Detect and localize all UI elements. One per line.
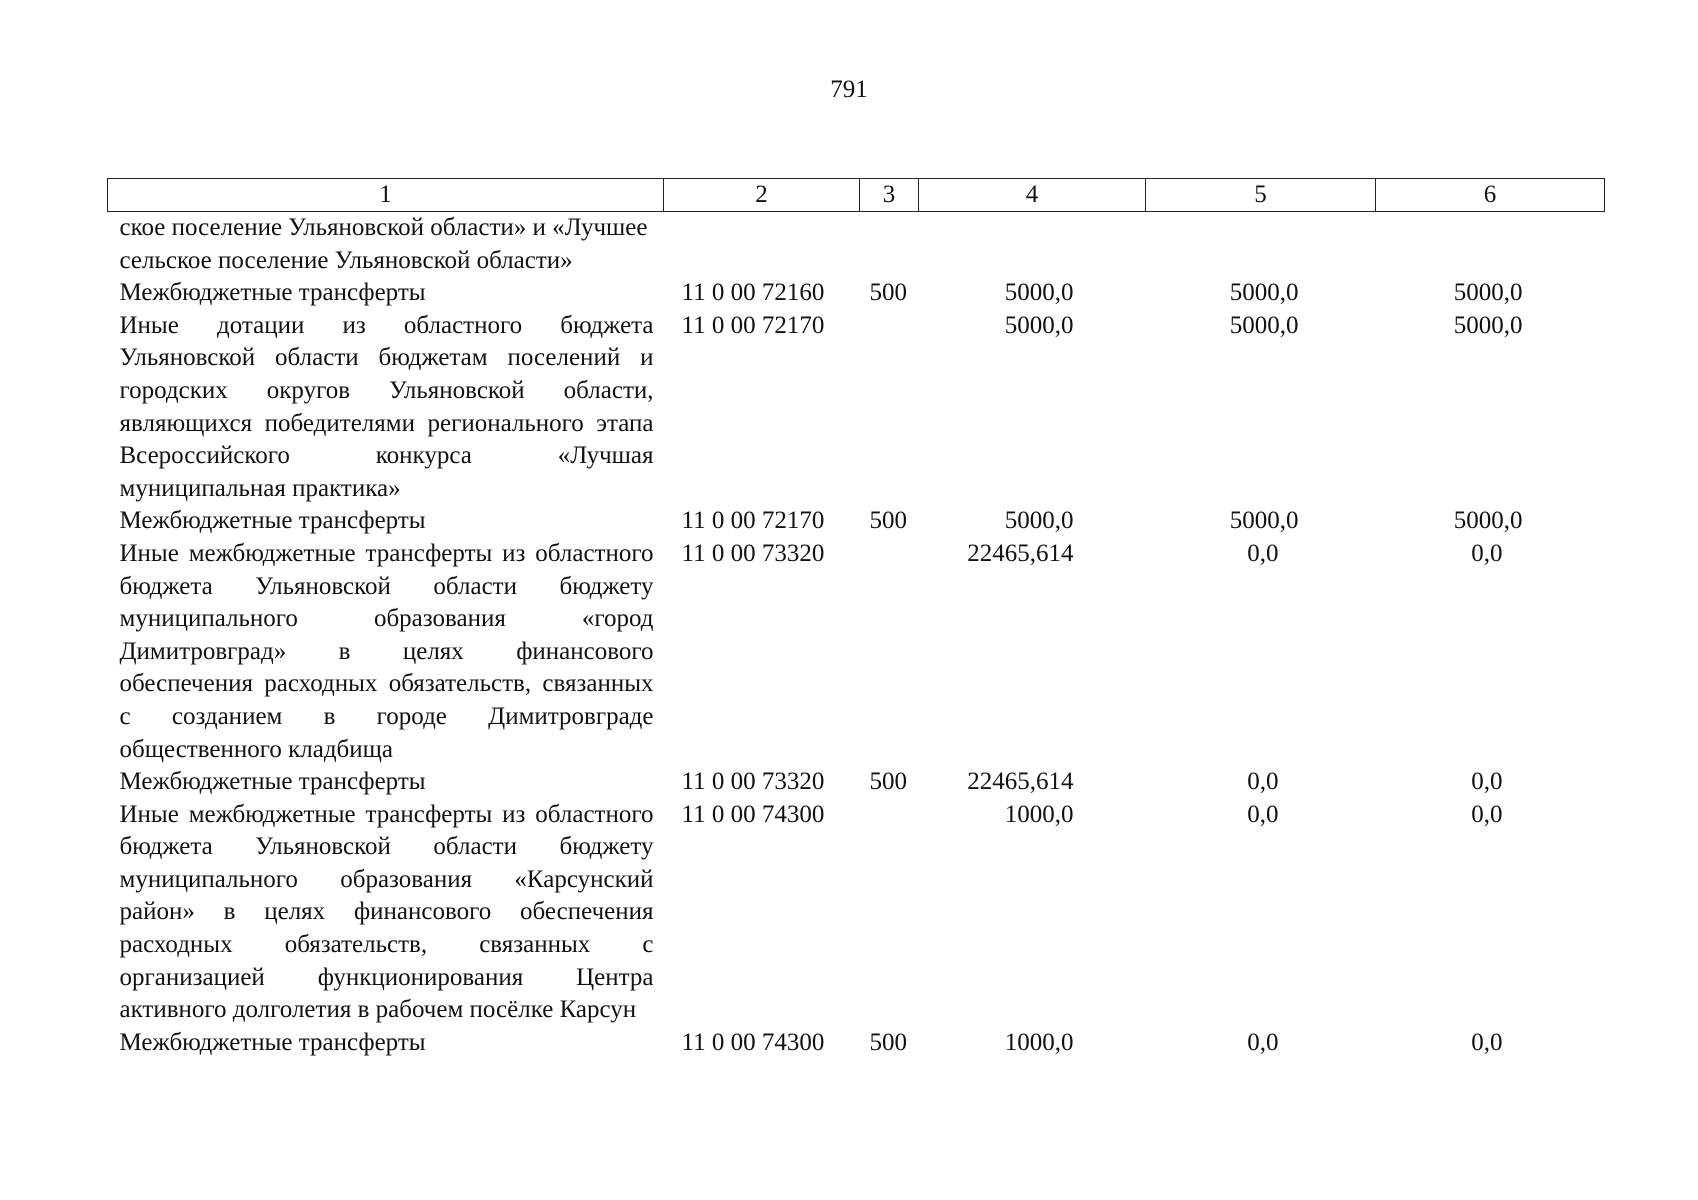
row-expense-type [860, 310, 919, 506]
row-value-col5: 0,0 [1247, 539, 1279, 567]
table-row [108, 766, 1605, 799]
table-body [108, 212, 1605, 1060]
row-value-col5: 5000,0 [1229, 279, 1299, 307]
row-expense-type [860, 799, 919, 1027]
page-number: 791 [830, 76, 868, 103]
row-value-col4: 5000,0 [1004, 279, 1074, 307]
row-value-col6: 5000,0 [1453, 507, 1523, 535]
row-value-col5: 0,0 [1247, 1028, 1279, 1056]
budget-table-container [107, 178, 1604, 1059]
row-value-col5 [1146, 212, 1376, 278]
row-expense-type: 500 [869, 1028, 907, 1056]
budget-table [107, 178, 1605, 1059]
row-expense-type: 500 [869, 507, 907, 535]
row-expense-type: 500 [869, 279, 907, 307]
row-code [664, 212, 860, 278]
row-expense-type: 500 [869, 768, 907, 796]
table-row [108, 310, 1605, 506]
row-value-col4: 22465,614 [967, 768, 1074, 796]
row-description: Межбюджетные трансферты [119, 1028, 426, 1056]
row-value-col4: 1000,0 [1004, 800, 1074, 828]
row-value-col5: 0,0 [1247, 768, 1279, 796]
row-expense-type [860, 212, 919, 278]
row-code: 11 0 00 72170 [681, 311, 825, 339]
row-value-col5: 5000,0 [1229, 507, 1299, 535]
row-code: 11 0 00 74300 [681, 800, 825, 828]
row-value-col4: 1000,0 [1004, 1028, 1074, 1056]
row-value-col6 [1376, 212, 1605, 278]
column-header-6: 6 [1376, 179, 1605, 212]
row-value-col6: 5000,0 [1453, 279, 1523, 307]
row-value-col4: 22465,614 [967, 539, 1074, 567]
row-value-col6: 0,0 [1471, 768, 1503, 796]
row-description: Межбюджетные трансферты [119, 768, 426, 796]
row-code: 11 0 00 72170 [681, 507, 825, 535]
row-description: ское поселение Ульяновской области» и «Лучшее сельское поселение Ульяновской области» [119, 214, 648, 274]
table-row [108, 538, 1605, 766]
table-row [108, 1027, 1605, 1060]
row-code: 11 0 00 72160 [681, 279, 825, 307]
table-row [108, 799, 1605, 1027]
row-description: Межбюджетные трансферты [119, 279, 426, 307]
row-value-col4: 5000,0 [1004, 507, 1074, 535]
table-row [108, 212, 1605, 278]
row-value-col4 [919, 212, 1146, 278]
row-description: Иные межбюджетные трансферты из областного бюджета Ульяновской области бюджету муниципального образования «город Димитровград» в целях финансового обеспечения расходных обязательств, связанных с созданием в городе Димитровграде общественного кладбища [119, 539, 654, 763]
row-value-col6: 5000,0 [1453, 311, 1523, 339]
row-code: 11 0 00 73320 [681, 768, 825, 796]
table-header [108, 179, 1605, 212]
column-header-2: 2 [664, 179, 860, 212]
row-value-col4: 5000,0 [1004, 311, 1074, 339]
row-code: 11 0 00 73320 [681, 539, 825, 567]
column-header-3: 3 [860, 179, 919, 212]
row-description: Иные межбюджетные трансферты из областного бюджета Ульяновской области бюджету муниципального образования «Карсунский район» в целях финансового обеспечения расходных обязательств, связанных с организацией функционирования Центра активного долголетия в рабочем посёлке Карсун [119, 800, 654, 1024]
column-header-4: 4 [919, 179, 1146, 212]
header-row [108, 179, 1605, 212]
row-description: Межбюджетные трансферты [119, 507, 426, 535]
table-row [108, 505, 1605, 538]
row-value-col5: 5000,0 [1229, 311, 1299, 339]
column-header-1: 1 [108, 179, 664, 212]
row-code: 11 0 00 74300 [681, 1028, 825, 1056]
row-value-col6: 0,0 [1471, 539, 1503, 567]
row-value-col6: 0,0 [1471, 1028, 1503, 1056]
row-description: Иные дотации из областного бюджета Ульяновской области бюджетам поселений и городских округов Ульяновской области, являющихся победителями регионального этапа Всероссийского конкурса «Лучшая муниципальная практика» [119, 311, 654, 502]
row-expense-type [860, 538, 919, 766]
column-header-5: 5 [1146, 179, 1376, 212]
row-value-col5: 0,0 [1247, 800, 1279, 828]
row-value-col6: 0,0 [1471, 800, 1503, 828]
table-row [108, 277, 1605, 310]
